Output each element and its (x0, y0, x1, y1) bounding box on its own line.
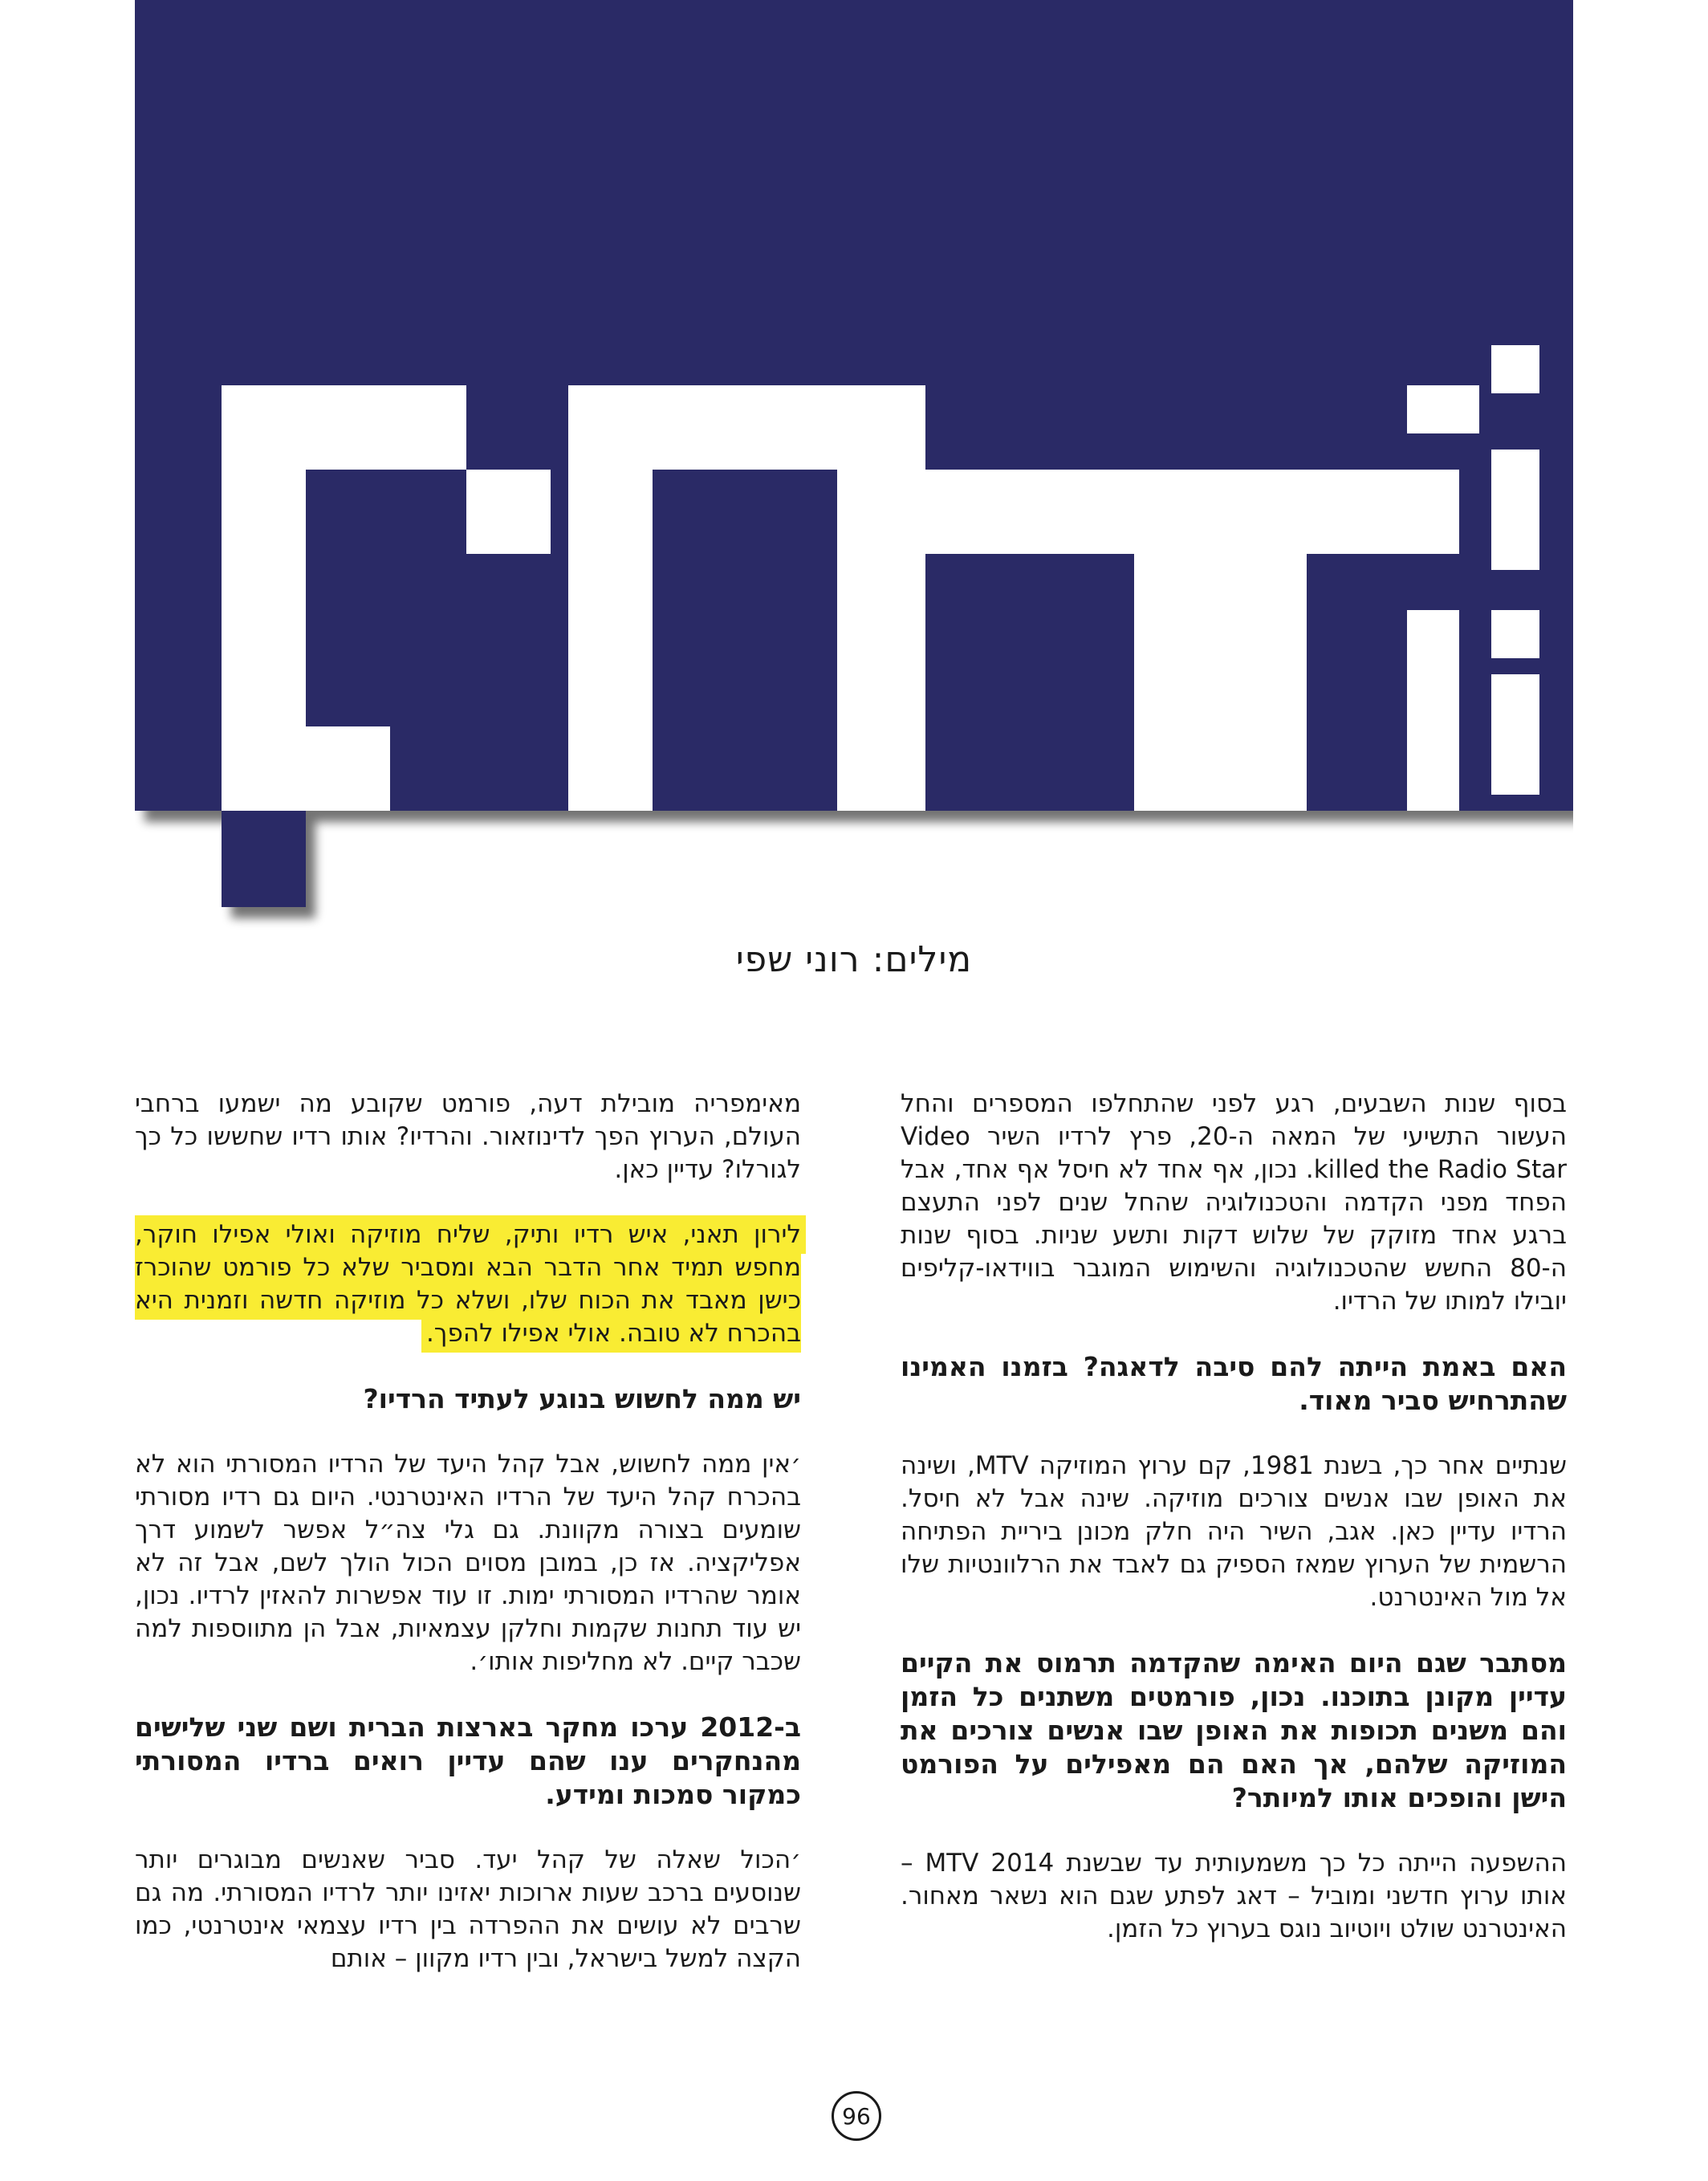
byline: מילים: רוני שפי (735, 939, 973, 980)
paragraph: מאימפריה מובילת דעה, פורמט שקובע מה ישמעו ברחבי העולם, הערוץ הפך לדינוזאור. והרדיו? אותו רדיו שחששו כל כך לגורלו? עדיין כאן. (135, 1089, 801, 1184)
interview-question: האם באמת הייתה להם סיבה לדאגה? בזמנו האמינו שהתרחיש סביר מאוד. (901, 1351, 1567, 1416)
title-graphic (135, 0, 1573, 931)
paragraph: בסוף שנות השבעים, רגע לפני שהתחלפו המספרים והחל העשור התשיעי של המאה ה-20, פרץ לרדיו השיר Video killed the Radio Star. נכון, אף אחד לא חיסל אף אחד, אבל הפחד מפני הקדמה והטכנולוגיה שהחל שנים לפני התעצם ברגע אחד מזוקק של שלוש דקות ותשע שניות. בסוף שנות ה-80 החשש שהטכנולוגיה והשימוש המוגבר בווידאו-קליפים יובילו למותו של הרדיו. (901, 1089, 1567, 1316)
interview-question: מסתבר שגם היום האימה שהקדמה תרמוס את הקיים עדיין מקונן בתוכנו. נכון, פורמטים משתנים כל הזמן והם משנים תכופות את האופן שבו אנשים צורכים את המוזיקה שלהם, אך האם הם מאפילים על הפורמט הישן והופכים אותו למיותר? (901, 1647, 1567, 1813)
paragraph: ׳אין ממה לחשוש, אבל קהל היעד של הרדיו המסורתי הוא לא בהכרח קהל היעד של הרדיו האינטרנטי. היום גם רדיו מסורתי שומעים בצורה מקוונת. גם גלי צה״ל אפשר לשמוע דרך אפליקציה. אז כן, במובן מסוים הכול הולך לשם, אבל זה לא אומר שהרדיו המסורתי ימות. זו עוד אפשרות להאזין לרדיו. נכון, יש עוד תחנות שקמות וחלקן עצמאיות, אבל הן מתווספות למה שכבר קיים. לא מחליפות אותו׳. (135, 1450, 801, 1676)
paragraph: שנתיים אחר כך, בשנת 1981, קם ערוץ המוזיקה MTV, ושינה את האופן שבו אנשים צורכים מוזיקה. שינה אבל לא חיסל. הרדיו עדיין כאן. אגב, השיר היה חלק מכונן ביריית הפתיחה הרשמית של הערוץ שמאז הספיק גם לאבד את הרלוונטיות שלו אל מול האינטרנט. (901, 1451, 1567, 1612)
navy-descender (222, 811, 306, 907)
paragraph: ההשפעה הייתה כל כך משמעותית עד שבשנת 2014 MTV – אותו ערוץ חדשני ומוביל – דאג לפתע שגם הוא נשאר מאחור. האינטרנט שולט ויוטיוב נוגס בערוץ כל הזמן. (901, 1849, 1567, 1943)
article-column-right (901, 1088, 1567, 1978)
interview-question: ב-2012 ערכו מחקר בארצות הברית ושם שני שלישים מהנחקרים ענו שהם עדיין רואים ברדיו המסורתי כמקור סמכות ומידע. (135, 1711, 801, 1810)
paragraph: ׳הכול שאלה של קהל יעד. סביר שאנשים מבוגרים יותר שנוסעים ברכב שעות ארוכות יאזינו יותר לרדיו המסורתי. מה גם שרבים לא עושים את ההפרדה בין רדיו עצמאי אינטרנטי, כמו הקצה למשל בישראל, ובין רדיו מקוון – אותם (135, 1845, 801, 1973)
highlighted-paragraph (135, 1219, 801, 1350)
pixel-title-svg (135, 0, 1573, 931)
page-number: 96 (832, 2091, 881, 2141)
interview-question: יש ממה לחשוש בנוגע לעתיד הרדיו? (363, 1383, 801, 1414)
highlight-mark: לירון תאני, איש רדיו ותיק, שליח מוזיקה ואולי אפילו חוקר, מחפש תמיד אחר הדבר הבא ומסביר שלא כל פורמט שהוכרז כישן מאבד את הכוח שלו, ושלא כל מוזיקה חדשה וזמנית היא בהכרח לא טובה. אולי אפילו להפך. (135, 1220, 801, 1348)
article-column-left (135, 1088, 801, 2008)
